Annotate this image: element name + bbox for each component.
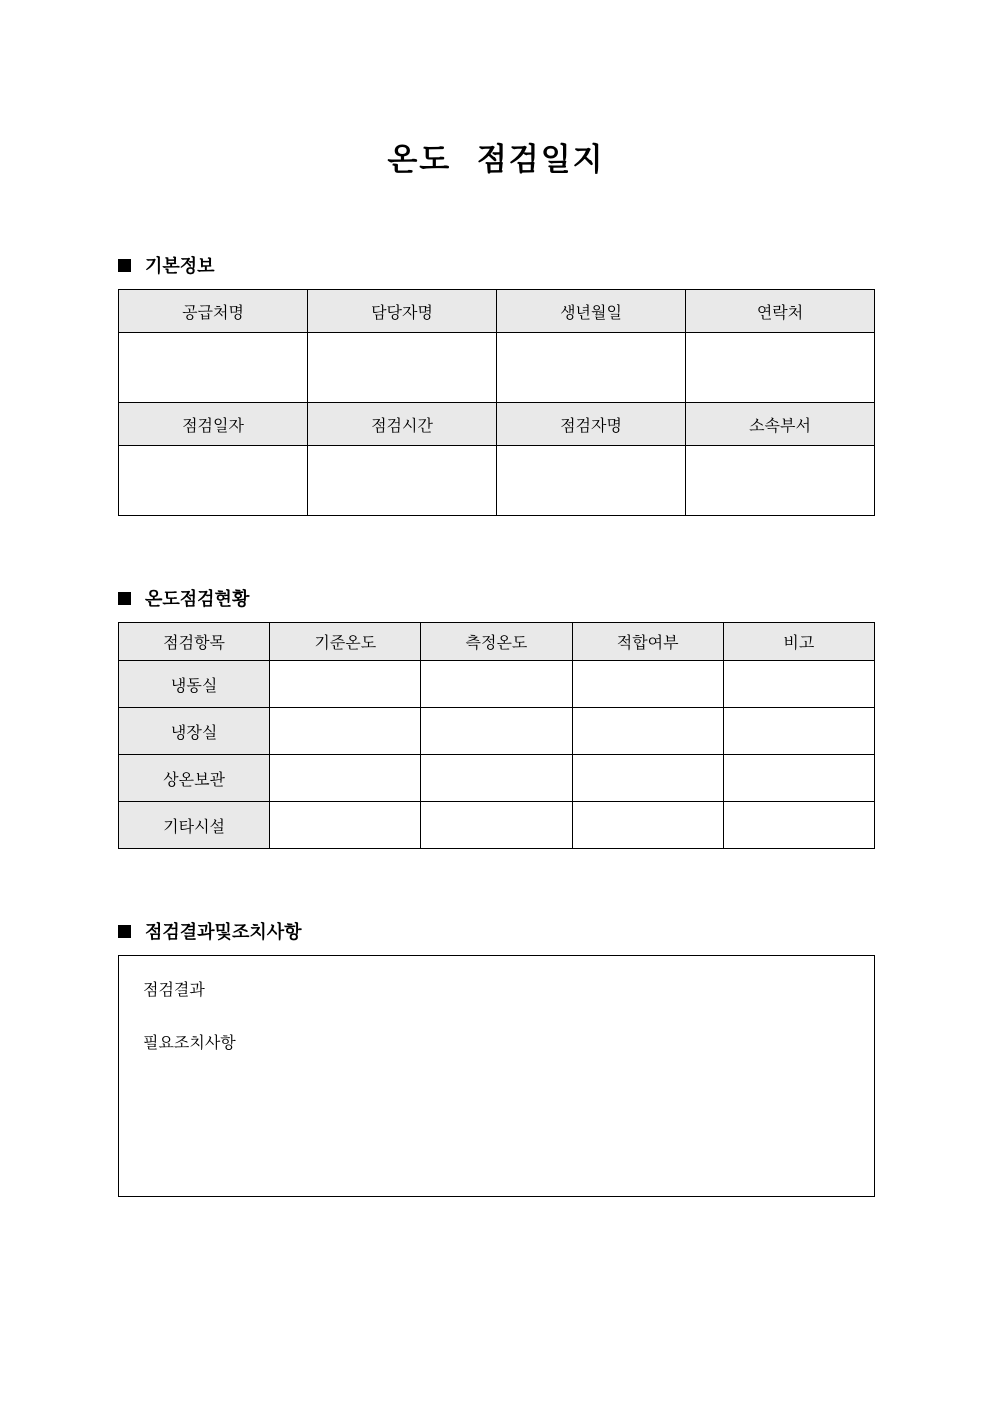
measured-temp-cell[interactable] (421, 755, 572, 802)
standard-temp-cell[interactable] (270, 755, 421, 802)
table-row (119, 661, 875, 708)
manager-value-cell[interactable] (308, 333, 497, 403)
column-header-remarks: 비고 (723, 623, 874, 661)
table-header-row (119, 623, 875, 661)
section-heading-results (118, 919, 302, 943)
table-row (119, 333, 875, 403)
table-row (119, 403, 875, 446)
suitability-cell[interactable] (572, 708, 723, 755)
suitability-cell[interactable] (572, 661, 723, 708)
row-header-room-temp-storage: 상온보관 (119, 755, 270, 802)
section-heading-label: 점검결과및조치사항 (145, 922, 302, 943)
header-cell-supplier: 공급처명 (119, 290, 308, 333)
header-cell-birthdate: 생년월일 (497, 290, 686, 333)
square-bullet-icon (118, 259, 131, 272)
remarks-cell[interactable] (723, 661, 874, 708)
standard-temp-cell[interactable] (270, 661, 421, 708)
measured-temp-cell[interactable] (421, 802, 572, 849)
header-cell-department: 소속부서 (686, 403, 875, 446)
column-header-standard-temp: 기준온도 (270, 623, 421, 661)
standard-temp-cell[interactable] (270, 802, 421, 849)
column-header-item: 점검항목 (119, 623, 270, 661)
section-heading-basic-info (118, 253, 215, 277)
column-header-suitability: 적합여부 (572, 623, 723, 661)
row-header-other-facilities: 기타시설 (119, 802, 270, 849)
remarks-cell[interactable] (723, 708, 874, 755)
header-cell-inspection-date: 점검일자 (119, 403, 308, 446)
header-cell-contact: 연락처 (686, 290, 875, 333)
suitability-cell[interactable] (572, 802, 723, 849)
inspector-value-cell[interactable] (497, 446, 686, 516)
department-value-cell[interactable] (686, 446, 875, 516)
section-heading-label: 온도점검현황 (145, 589, 250, 610)
row-header-freezer: 냉동실 (119, 661, 270, 708)
page-title: 온도 점검일지 (387, 142, 605, 178)
birthdate-value-cell[interactable] (497, 333, 686, 403)
temperature-status-table (118, 622, 875, 849)
row-header-refrigerator: 냉장실 (119, 708, 270, 755)
square-bullet-icon (118, 592, 131, 605)
contact-value-cell[interactable] (686, 333, 875, 403)
inspection-result-label: 점검결과 (143, 980, 205, 999)
supplier-value-cell[interactable] (119, 333, 308, 403)
inspection-date-value-cell[interactable] (119, 446, 308, 516)
table-row (119, 708, 875, 755)
table-row (119, 446, 875, 516)
section-heading-label: 기본정보 (145, 256, 215, 277)
measured-temp-cell[interactable] (421, 661, 572, 708)
header-cell-inspector: 점검자명 (497, 403, 686, 446)
inspection-time-value-cell[interactable] (308, 446, 497, 516)
column-header-measured-temp: 측정온도 (421, 623, 572, 661)
basic-info-table (118, 289, 875, 516)
table-row (119, 755, 875, 802)
remarks-cell[interactable] (723, 802, 874, 849)
results-text-area[interactable] (118, 955, 875, 1197)
standard-temp-cell[interactable] (270, 708, 421, 755)
header-cell-inspection-time: 점검시간 (308, 403, 497, 446)
table-row (119, 802, 875, 849)
measured-temp-cell[interactable] (421, 708, 572, 755)
required-action-label: 필요조치사항 (143, 1033, 236, 1052)
table-row (119, 290, 875, 333)
suitability-cell[interactable] (572, 755, 723, 802)
section-heading-temperature-status (118, 586, 249, 610)
header-cell-manager: 담당자명 (308, 290, 497, 333)
square-bullet-icon (118, 925, 131, 938)
remarks-cell[interactable] (723, 755, 874, 802)
